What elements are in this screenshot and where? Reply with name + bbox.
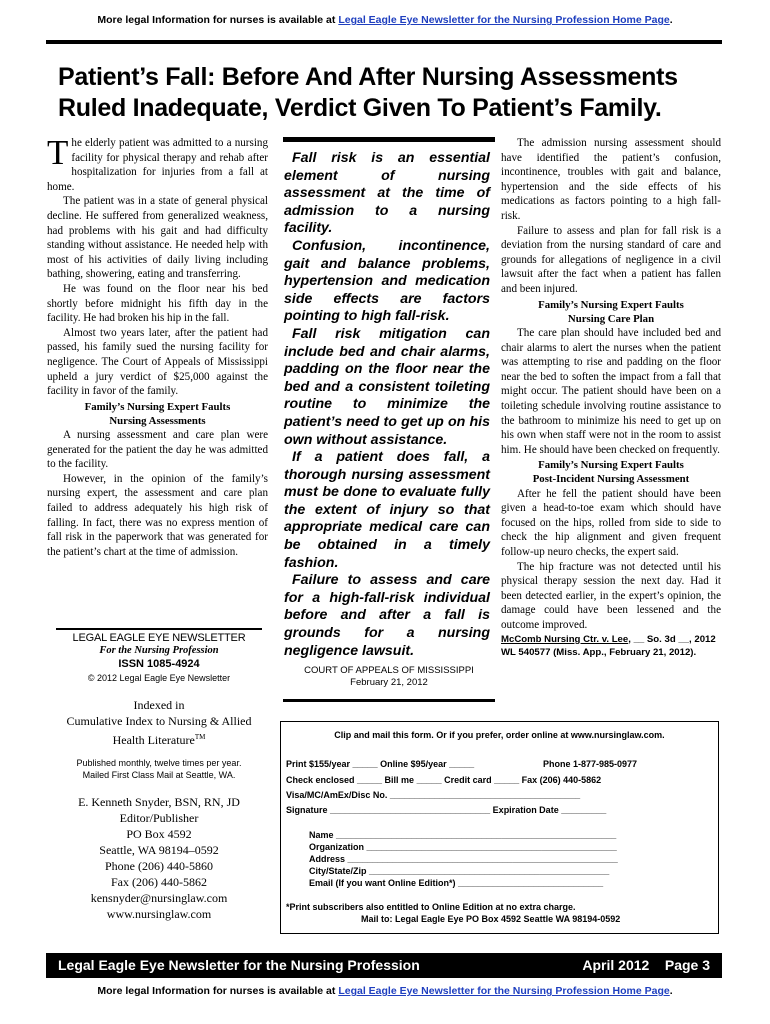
court-date: February 21, 2012 [350, 676, 428, 688]
subheading-line: Family’s Nursing Expert Faults [84, 400, 231, 413]
masthead-issn: ISSN 1085-4924 [118, 658, 200, 670]
indexed-line: Indexed in [133, 698, 185, 712]
paragraph: A nursing assessment and care plan were generated for the patient the day he was admitted to the facility. [47, 429, 268, 471]
pull-quote-paragraph: Fall risk mitigation can include bed and chair alarms, padding on the floor near the bed and a consistent toileting routine to minimize the patient’s need to get up on his own without assistance. [284, 325, 490, 448]
email-link[interactable]: kensnyder@nursinglaw.com [90, 891, 228, 905]
address-field[interactable]: Address ______________________________________________________ [309, 854, 618, 864]
pull-quote [284, 150, 490, 660]
contact-info [56, 794, 262, 922]
court-attribution [284, 665, 494, 688]
subheading [501, 298, 721, 326]
po-box: PO Box 4592 [126, 827, 192, 841]
fax: Fax (206) 440-5862 [111, 875, 207, 889]
page-footer-bar [46, 953, 722, 978]
footer-page: April 2012 Page 3 [582, 957, 710, 973]
subheading [47, 400, 268, 428]
headline: Patient’s Fall: Before And After Nursing Assessments Ruled Inadequate, Verdict Given To Patient’s Family. [58, 63, 678, 122]
name-field[interactable]: Name ________________________________________________________ [309, 830, 617, 840]
subheading-line: Family’s Nursing Expert Faults [538, 298, 684, 311]
email-field[interactable]: Email (If you want Online Edition*) _____________________________ [309, 878, 604, 888]
top-banner-text: More legal Information for nurses is available at [97, 14, 339, 26]
order-form [280, 721, 719, 934]
order-phone: Phone 1-877-985-0977 [543, 759, 638, 769]
card-number-field[interactable]: Visa/MC/AmEx/Disc No. ______________________________________ [286, 790, 581, 800]
article-column-1 [47, 133, 268, 559]
pull-quote-paragraph: If a patient does fall, a thorough nursing assessment must be done to evaluate fully the extent of injury so that appropriate medical care can be obtained in a timely fashion. [284, 449, 490, 571]
masthead-tagline: For the Nursing Profession [99, 645, 219, 656]
citation [501, 633, 721, 659]
paragraph: Failure to assess and plan for fall risk is a deviation from the nursing standard of care and grounds for allegations of negligence in a civil lawsuit after the fact when a patient has fallen and been injured. [501, 224, 721, 295]
editor-role: Editor/Publisher [119, 811, 199, 825]
indexed-text: Health Literature [112, 733, 195, 747]
footer-title: Legal Eagle Eye Newsletter for the Nursing Profession [58, 957, 420, 973]
drop-cap: T [47, 133, 69, 172]
subheading-line: Nursing Assessments [109, 414, 206, 427]
bottom-banner-suffix: . [669, 985, 673, 997]
indexed-line: Cumulative Index to Nursing & Allied [66, 714, 252, 728]
mail-to: Mail to: Legal Eagle Eye PO Box 4592 Seattle WA 98194-0592 [361, 914, 621, 924]
paragraph: The care plan should have included bed and chair alarms to alert the nurses when the patient was attempting to rise and padding on the floor near the bed to soften the impact from a fall that might occur. The patient should have been on a toileting schedule involving routine assistance to the bathroom to minimize his need to get up on his own when staff were not in the room to assist him. He should have been checked on frequently. [501, 326, 721, 456]
masthead [56, 628, 262, 685]
city: Seattle, WA 98194–0592 [99, 843, 219, 857]
top-rule [46, 40, 722, 44]
pub-line: Published monthly, twelve times per year. [76, 758, 242, 768]
subheading [501, 458, 721, 486]
paragraph: However, in the opinion of the family’s nursing expert, the assessment and care plan failed to address adequately his high risk of falling. In fact, there was no express mention of fall risk in the paperwork that was generated for the patient’s chart at the time of admission. [47, 472, 268, 558]
court-name: COURT OF APPEALS OF MISSISSIPPI [304, 665, 474, 676]
pub-line: Mailed First Class Mail at Seattle, WA. [82, 770, 236, 780]
bottom-banner-text: More legal Information for nurses is available at [97, 985, 339, 997]
paragraph: The patient was in a state of general physical decline. He suffered from generalized weakness, had problems with his gait and had difficulty standing without assistance. He needed help with most of his activities of daily living including bathing, showering, eating and transferring. [47, 195, 268, 281]
pull-quote-top-rule [283, 137, 495, 142]
top-banner [0, 14, 770, 26]
paragraph: He was found on the floor near his bed shortly before midnight his fifth day in the facility. He had broken his hip in the fall. [47, 282, 268, 325]
masthead-brand: LEGAL EAGLE EYE NEWSLETTER [72, 632, 246, 644]
organization-field[interactable]: Organization __________________________________________________ [309, 842, 617, 852]
subscription-options[interactable]: Print $155/year _____ Online $95/year _____ [286, 759, 475, 769]
article-column-3 [501, 136, 721, 659]
top-banner-link[interactable]: Legal Eagle Eye Newsletter for the Nursing Profession Home Page [338, 14, 670, 26]
paragraph: Almost two years later, after the patient had passed, his family sued the nursing facility for negligence. The Court of Appeals of Mississippi upheld a jury verdict of $25,000 against the facility in favor of the family. [47, 326, 268, 398]
bottom-banner-link[interactable]: Legal Eagle Eye Newsletter for the Nursing Profession Home Page [338, 985, 670, 997]
website-link[interactable]: www.nursinglaw.com [106, 907, 212, 921]
bottom-banner [0, 985, 770, 997]
signature-field[interactable]: Signature ________________________________ Expiration Date _________ [286, 805, 607, 815]
indexed-line [56, 729, 262, 748]
city-state-zip-field[interactable]: City/State/Zip ________________________________________________ [309, 866, 610, 876]
top-banner-suffix: . [669, 14, 673, 26]
subheading-line: Family’s Nursing Expert Faults [538, 459, 684, 472]
masthead-copyright: © 2012 Legal Eagle Eye Newsletter [87, 673, 231, 683]
order-form-header: Clip and mail this form. Or if you prefer, order online at www.nursinglaw.com. [334, 730, 665, 740]
indexed-info [56, 697, 262, 748]
order-note: *Print subscribers also entitled to Online Edition at no extra charge. [286, 902, 576, 912]
pull-quote-bottom-rule [283, 699, 495, 702]
editor-name: E. Kenneth Snyder, BSN, RN, JD [78, 795, 240, 809]
citation-text: , __ So. 3d __, 2012 WL 540577 (Miss. App., February 21, 2012). [501, 633, 716, 658]
pull-quote-paragraph: Failure to assess and care for a high-fall-risk individual before and after a fall is grounds for a nursing negligence lawsuit. [284, 572, 490, 659]
paragraph [47, 133, 268, 194]
subheading-line: Post-Incident Nursing Assessment [532, 473, 690, 486]
pull-quote-paragraph: Fall risk is an essential element of nursing assessment at the time of admission to a nursing facility. [284, 150, 490, 237]
pull-quote-paragraph: Confusion, incontinence, gait and balance problems, hypertension and medication side effects are factors pointing to high fall-risk. [284, 237, 490, 325]
trademark: TM [194, 733, 206, 741]
paragraph-text: he elderly patient was admitted to a nursing facility for physical therapy and rehab after hospitalization for injuries from a fall at home. [47, 137, 268, 193]
subheading-line: Nursing Care Plan [567, 312, 655, 325]
publication-info [56, 757, 262, 781]
payment-options[interactable]: Check enclosed _____ Bill me _____ Credit card _____ Fax (206) 440-5862 [286, 775, 602, 785]
paragraph: After he fell the patient should have been given a head-to-toe exam which should have focused on the hips, rolled from side to side to check the hip alignment and given frequent follow-up neuro checks, the expert said. [501, 487, 721, 559]
paragraph: The admission nursing assessment should have identified the patient’s confusion, incontinence, troubles with gait and balance, hypertension and the side effects of his medications as factors pointing to a high fall-risk. [501, 137, 721, 222]
phone: Phone (206) 440-5860 [105, 859, 213, 873]
citation-link[interactable]: McComb Nursing Ctr. v. Lee [501, 633, 629, 645]
paragraph: The hip fracture was not detected until his physical therapy session the next day. Had it been detected earlier, in the expert’s opinion, the damage could have been lessened and the outcome improved. [501, 560, 721, 632]
